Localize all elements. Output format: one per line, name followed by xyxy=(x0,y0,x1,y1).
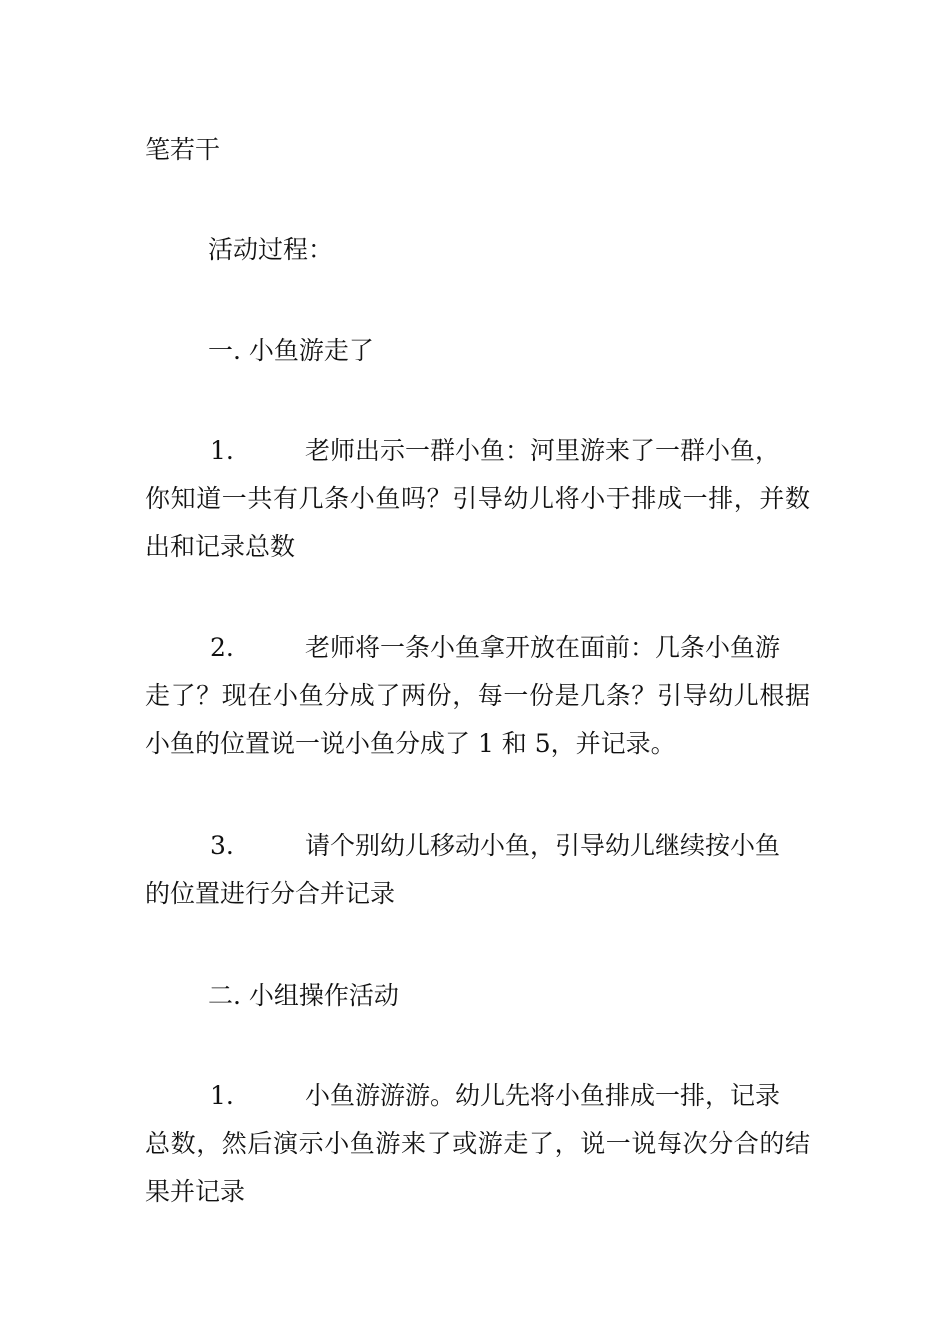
section1-item2-first-line: 老师将一条小鱼拿开放在面前：几条小鱼游 xyxy=(305,633,781,662)
section2-item1-first-line: 小鱼游游游。幼儿先将小鱼排成一排，记录 xyxy=(305,1081,781,1110)
section1-item3-number: 3. xyxy=(210,831,234,860)
section2-item1-continuation: 总数，然后演示小鱼游来了或游走了，说一说每次分合的结果并记录 xyxy=(145,1129,810,1206)
section1-item1-continuation: 你知道一共有几条小鱼吗？引导幼儿将小于排成一排，并数出和记录总数 xyxy=(145,484,810,561)
section1-item3-first-line: 请个别幼儿移动小鱼，引导幼儿继续按小鱼 xyxy=(305,831,781,860)
section2-heading: 二. 小组操作活动 xyxy=(208,981,399,1010)
section1-item1-number: 1. xyxy=(210,436,234,465)
section1-item2-number: 2. xyxy=(210,633,234,662)
section1-item2-continuation: 走了？现在小鱼分成了两份，每一份是几条？引导幼儿根据小鱼的位置说一说小鱼分成了 1 和 5，并记录。 xyxy=(145,681,810,758)
section2-item1-number: 1. xyxy=(210,1081,234,1110)
section1-item1-first-line: 老师出示一群小鱼：河里游来了一群小鱼， xyxy=(305,436,781,465)
materials-tail-text: 笔若干 xyxy=(145,135,221,164)
section1-item3-continuation: 的位置进行分合并记录 xyxy=(145,879,396,908)
section1-heading: 一. 小鱼游走了 xyxy=(208,336,374,365)
process-heading: 活动过程： xyxy=(208,235,334,264)
